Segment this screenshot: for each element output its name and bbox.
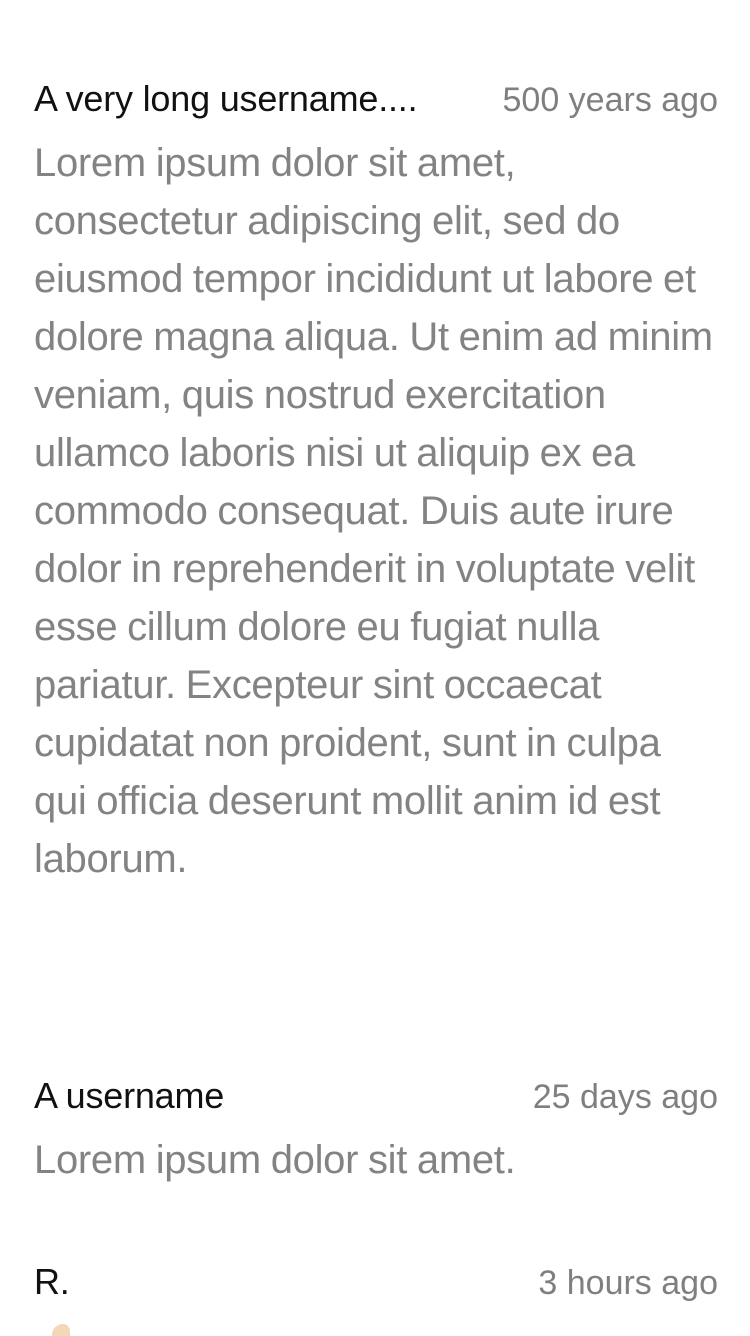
- comment-body: Lorem ipsum dolor sit amet, consectetur adipiscing elit, sed do eiusmod tempor incididunt ut labore et dolore magna aliqua. Ut enim ad minim veniam, quis nostrud exercitation ullamco laboris nisi ut aliquip ex ea commodo consequat. Duis aute irure dolor in reprehenderit in voluptate velit esse cillum dolore eu fugiat nulla pariatur. Excepteur sint occaecat cupidatat non proident, sunt in culpa qui officia deserunt mollit anim id est laborum.: [34, 141, 713, 881]
- comment-item: [34, 1073, 718, 1189]
- comment-username[interactable]: R.: [34, 1261, 70, 1302]
- comment-timestamp: 25 days ago: [532, 1078, 718, 1116]
- comment-item: [34, 76, 718, 888]
- comment-header: [34, 1259, 718, 1305]
- comment-body: Lorem ipsum dolor sit amet.: [34, 1138, 516, 1182]
- partial-avatar: [52, 1324, 70, 1336]
- comment-timestamp: 3 hours ago: [538, 1264, 718, 1302]
- comment-username[interactable]: A very long username....: [34, 78, 418, 119]
- comment-item: [34, 1259, 718, 1305]
- comment-header: [34, 76, 718, 122]
- comment-username[interactable]: A username: [34, 1075, 225, 1116]
- comment-header: [34, 1073, 718, 1119]
- comment-timestamp: 500 years ago: [502, 81, 718, 119]
